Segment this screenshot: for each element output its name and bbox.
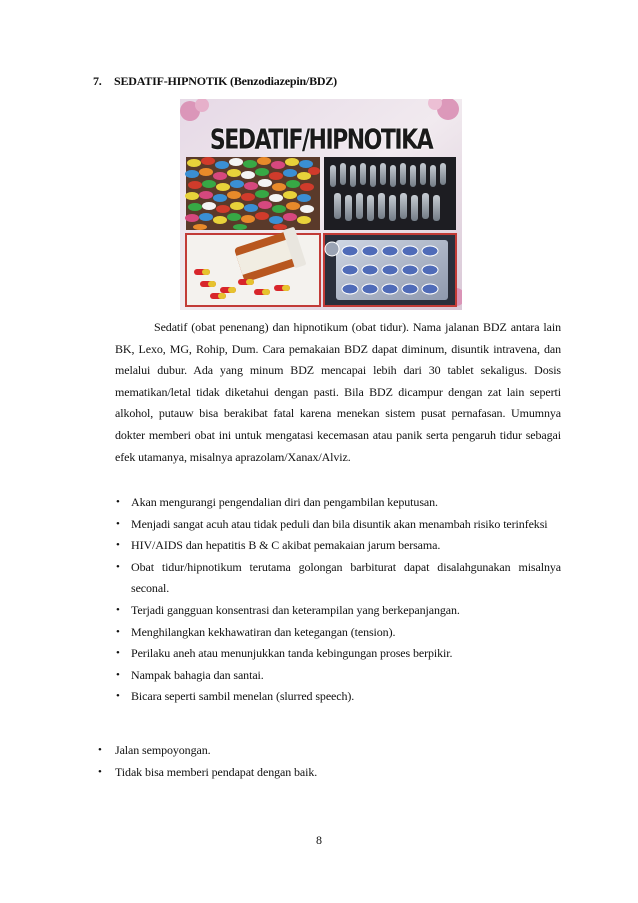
list-item: • Akan mengurangi pengendalian diri dan pengambilan keputusan. [131, 492, 561, 514]
colorful-pills-panel [185, 157, 320, 230]
list-item: • Obat tidur/hipnotikum terutama golongan barbiturat dapat disalahgunakan misalnya seconal. [131, 557, 561, 600]
bullet-icon: • [116, 625, 120, 638]
bullet-icon: • [116, 647, 120, 660]
bullet-icon: • [116, 496, 120, 508]
bullet-icon: • [116, 560, 120, 573]
list-item: • Jalan sempoyongan. [115, 740, 555, 762]
body-paragraph: Sedatif (obat penenang) dan hipnotikum (obat tidur). Nama jalanan BDZ antara lain BK, Lexo, MG, Rohip, Dum. Cara pemakaian BDZ dapat diminum, disuntik intravena, dan melalui dubur. Ada yang minum BDZ mencapai lebih dari 30 tablet sekaligus. Dosis mematikan/letal tidak diketahui dengan pasti. Bila BDZ dicampur dengan zat lain seperti alkohol, putauw bisa berakibat fatal karena menekan sistem pusat pernafasan. Umumnya dokter memberi obat ini untuk mengatasi kecemasan atau panik serta pengaruh tidur sebagai efek utamanya, misalnya aprazolam/Xanax/Alviz. [115, 320, 561, 464]
effects-list [116, 492, 561, 708]
sedative-hypnotic-figure [180, 99, 462, 310]
list-item: • Bicara seperti sambil menelan (slurred speech). [131, 686, 561, 708]
bullet-icon: • [116, 668, 120, 681]
glass-ampoules-panel [324, 157, 456, 230]
list-item: • Menjadi sangat acuh atau tidak peduli dan bila disuntik akan menambah risiko terinfeksi [131, 514, 561, 536]
bullet-icon: • [98, 765, 102, 778]
page-number: 8 [316, 833, 322, 847]
pill-bottle-panel [186, 227, 320, 306]
section-heading [93, 74, 337, 89]
section-title: SEDATIF-HIPNOTIK (Benzodiazepin/BDZ) [114, 74, 337, 88]
figure-title: SEDATIF/HIPNOTIKA [209, 124, 433, 157]
list-item: • Nampak bahagia dan santai. [131, 665, 561, 687]
bullet-icon: • [116, 690, 120, 703]
blister-pack-panel [324, 234, 456, 306]
list-item: • Tidak bisa memberi pendapat dengan baik. [115, 762, 555, 784]
bullet-icon: • [98, 744, 102, 756]
bullet-icon: • [116, 539, 120, 552]
list-item: • Menghilangkan kekhawatiran dan ketegangan (tension). [131, 622, 561, 644]
section-number: 7. [93, 74, 102, 88]
effects-list-outer [98, 740, 555, 783]
bullet-icon: • [116, 603, 120, 616]
list-item: • Terjadi gangguan konsentrasi dan keterampilan yang berkepanjangan. [131, 600, 561, 622]
list-item: • HIV/AIDS dan hepatitis B & C akibat pemakaian jarum bersama. [131, 535, 561, 557]
bullet-icon: • [116, 517, 120, 530]
list-item: • Perilaku aneh atau menunjukkan tanda kebingungan proses berpikir. [131, 643, 561, 665]
